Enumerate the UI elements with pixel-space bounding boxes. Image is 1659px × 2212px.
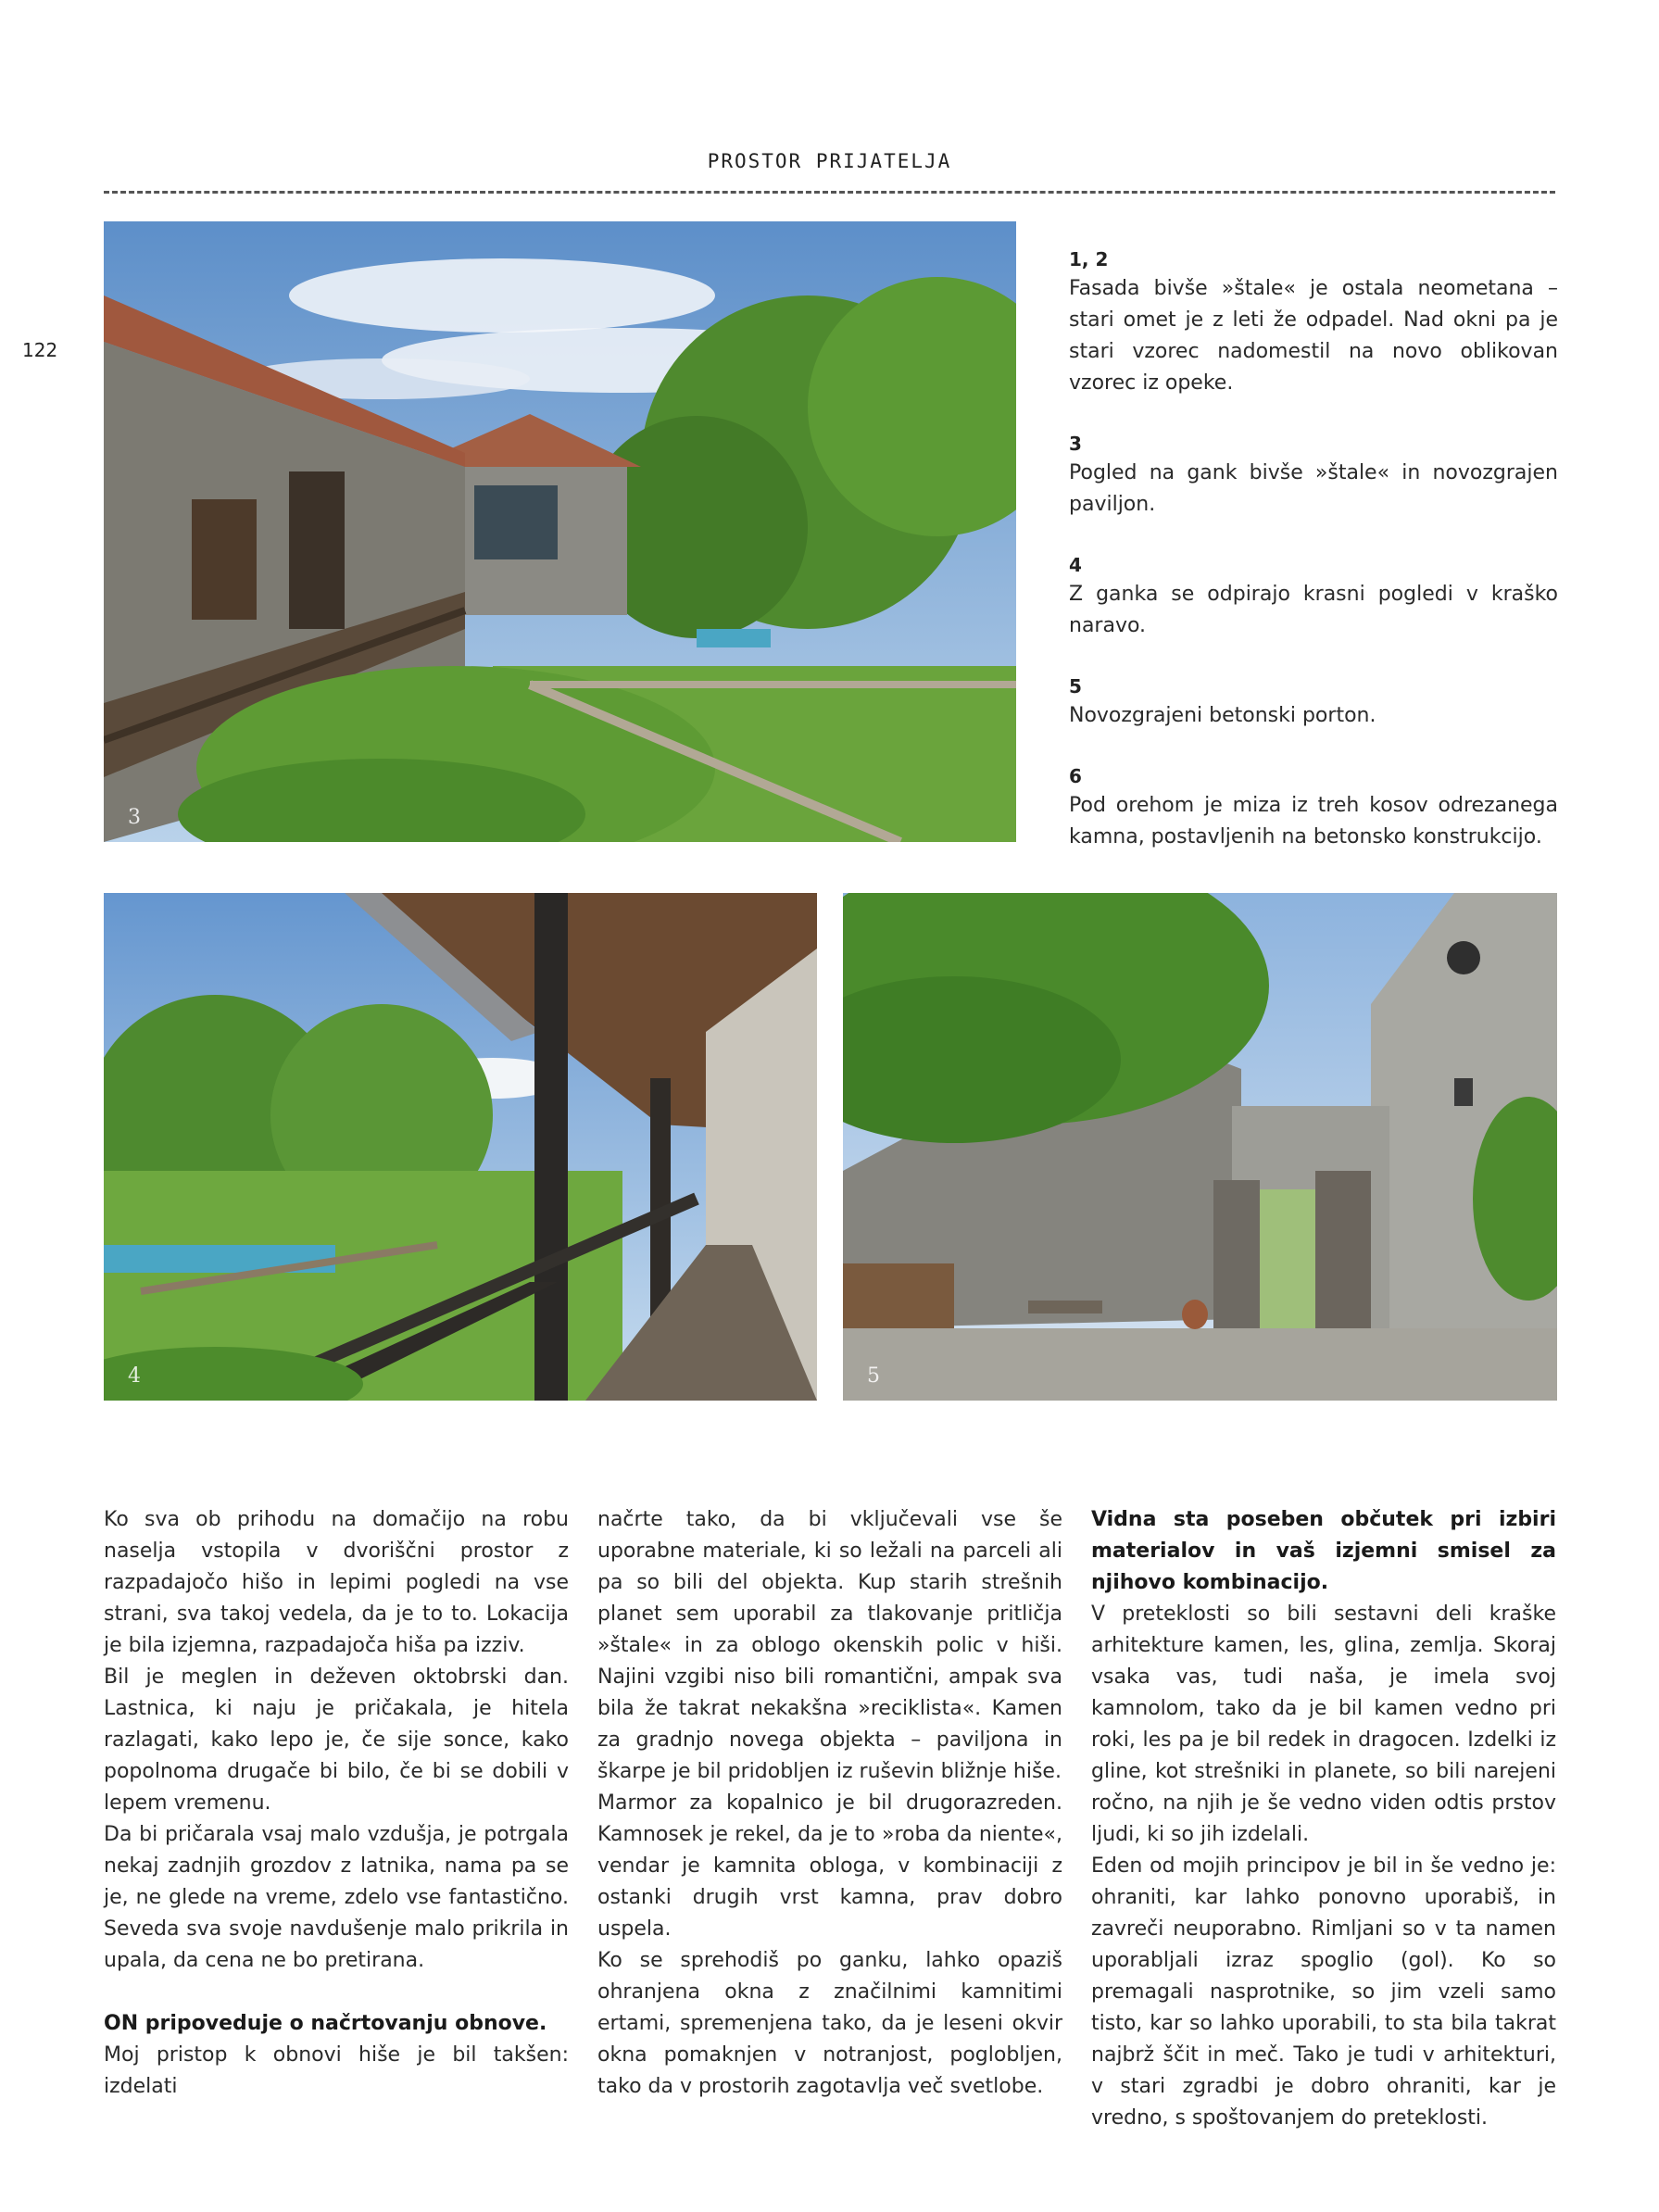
article-paragraph: Bil je meglen in deževen oktobrski dan. Lastnica, ki naju je pričakala, je hitela razlagati, kako lepo je, če sije sonce, kako popolnoma drugače bi bilo, če bi se dobili v lepem vremenu. xyxy=(104,1665,569,1815)
photo-5-illustration xyxy=(843,893,1557,1401)
caption-number: 1, 2 xyxy=(1069,248,1109,270)
article-column-3 xyxy=(1091,1504,1556,2134)
caption-number: 6 xyxy=(1069,765,1082,787)
caption-text: Z ganka se odpirajo krasni pogledi v kraško naravo. xyxy=(1069,583,1558,637)
article-paragraph: Da bi pričarala vsaj malo vzdušja, je potrgala nekaj zadnjih grozdov z latnika, nama pa se je, ne glede na vreme, zdelo vse fantastično. Seveda sva svoje navdušenje malo prikrila in upala, da cena ne bo pretirana. xyxy=(104,1823,569,1972)
caption-6 xyxy=(1069,763,1558,853)
photo-captions xyxy=(1069,246,1558,885)
photo-number-label: 3 xyxy=(128,806,141,829)
caption-3 xyxy=(1069,431,1558,521)
article-paragraph: Moj pristop k obnovi hiše je bil takšen: izdelati xyxy=(104,2043,569,2098)
caption-number: 4 xyxy=(1069,554,1082,576)
page-number: 122 xyxy=(22,339,58,361)
caption-text: Pogled na gank bivše »štale« in novozgrajen paviljon. xyxy=(1069,461,1558,516)
header-dashed-rule xyxy=(104,191,1555,194)
article-paragraph: Ko se sprehodiš po ganku, lahko opaziš ohranjena okna z značilnimi kamnitimi ertami, spremenjena tako, da je leseni okvir okna pomaknjen v notranjost, poglobljen, tako da v prostorih zagotavlja več svetlobe. xyxy=(597,1949,1062,2098)
caption-text: Pod orehom je miza iz treh kosov odrezanega kamna, postavljenih na betonsko konstrukcijo. xyxy=(1069,794,1558,848)
photo-number-label: 4 xyxy=(128,1364,141,1388)
photo-view-from-gallery xyxy=(104,893,817,1401)
article-paragraph: V preteklosti so bili sestavni deli kraške arhitekture kamen, les, glina, zemlja. Skoraj vsaka vas, tudi naša, je imela svoj kamnolom, tako da je bil kamen vedno pri roki, les pa je bil redek in dragocen. Izdelki iz gline, kot strešniki in planete, so bili narejeni ročno, na njih je še vedno viden odtis prstov ljudi, ki so jih izdelali. xyxy=(1091,1602,1556,1846)
article-paragraph: načrte tako, da bi vključevali vse še uporabne materiale, ki so ležali na parceli ali pa so bili del objekta. Kup starih strešnih planet sem uporabil za tlakovanje pritličja »štale« in za oblogo okenskih polic v hiši. Najini vzgibi niso bili romantični, ampak sva bila že takrat nekakšna »reciklista«. Kamen za gradnjo novega objekta – paviljona in škarpe je bil pridobljen iz ruševin bližnje hiše. xyxy=(597,1508,1062,1783)
caption-number: 5 xyxy=(1069,675,1082,698)
photo-number-label: 5 xyxy=(867,1364,880,1388)
article-column-2 xyxy=(597,1504,1062,2103)
article-paragraph: Ko sva ob prihodu na domačijo na robu naselja vstopila v dvoriščni prostor z razpadajočo hišo in lepimi pogledi na vse strani, sva takoj vedela, da je to to. Lokacija je bila izjemna, razpadajoča hiša pa izziv. xyxy=(104,1508,569,1657)
article-subheading: ON pripoveduje o načrtovanju obnove. xyxy=(104,2012,547,2035)
caption-number: 3 xyxy=(1069,433,1082,455)
caption-text: Fasada bivše »štale« je ostala neometana – stari omet je z leti že odpadel. Nad okni pa je stari vzorec nadomestil na novo oblikovan vzorec iz opeke. xyxy=(1069,277,1558,395)
caption-1-2 xyxy=(1069,246,1558,399)
running-header: PROSTOR PRIJATELJA xyxy=(707,150,952,172)
article-subheading: Vidna sta poseben občutek pri izbiri materialov in vaš izjemni smisel za njihovo kombinacijo. xyxy=(1091,1508,1556,1594)
paragraph-spacer xyxy=(104,1977,569,2008)
article-paragraph: Eden od mojih principov je bil in še vedno je: ohraniti, kar lahko ponovno uporabiš, in zavreči neuporabno. Rimljani so v ta namen uporabljali izraz spoglio (gol). Ko so premagali nasprotnike, so jim vzeli samo tisto, kar so lahko uporabili, to sta bila takrat najbrž ščit in meč. Tako je tudi v arhitekturi, v stari zgradbi je dobro ohraniti, kar je vredno, s spoštovanjem do preteklosti. xyxy=(1091,1854,1556,2130)
caption-4 xyxy=(1069,552,1558,642)
photo-3-illustration xyxy=(104,221,1016,842)
caption-5 xyxy=(1069,673,1558,732)
article-column-1 xyxy=(104,1504,569,2103)
photo-concrete-portal xyxy=(843,893,1557,1401)
caption-text: Novozgrajeni betonski porton. xyxy=(1069,704,1376,727)
article-paragraph: Marmor za kopalnico je bil drugorazreden. Kamnosek je rekel, da je to »roba da niente«, vendar je kamnita obloga, v kombinaciji z ostanki drugih vrst kamna, prav dobro uspela. xyxy=(597,1791,1062,1941)
photo-4-illustration xyxy=(104,893,817,1401)
photo-gallery-and-pavilion xyxy=(104,221,1016,842)
